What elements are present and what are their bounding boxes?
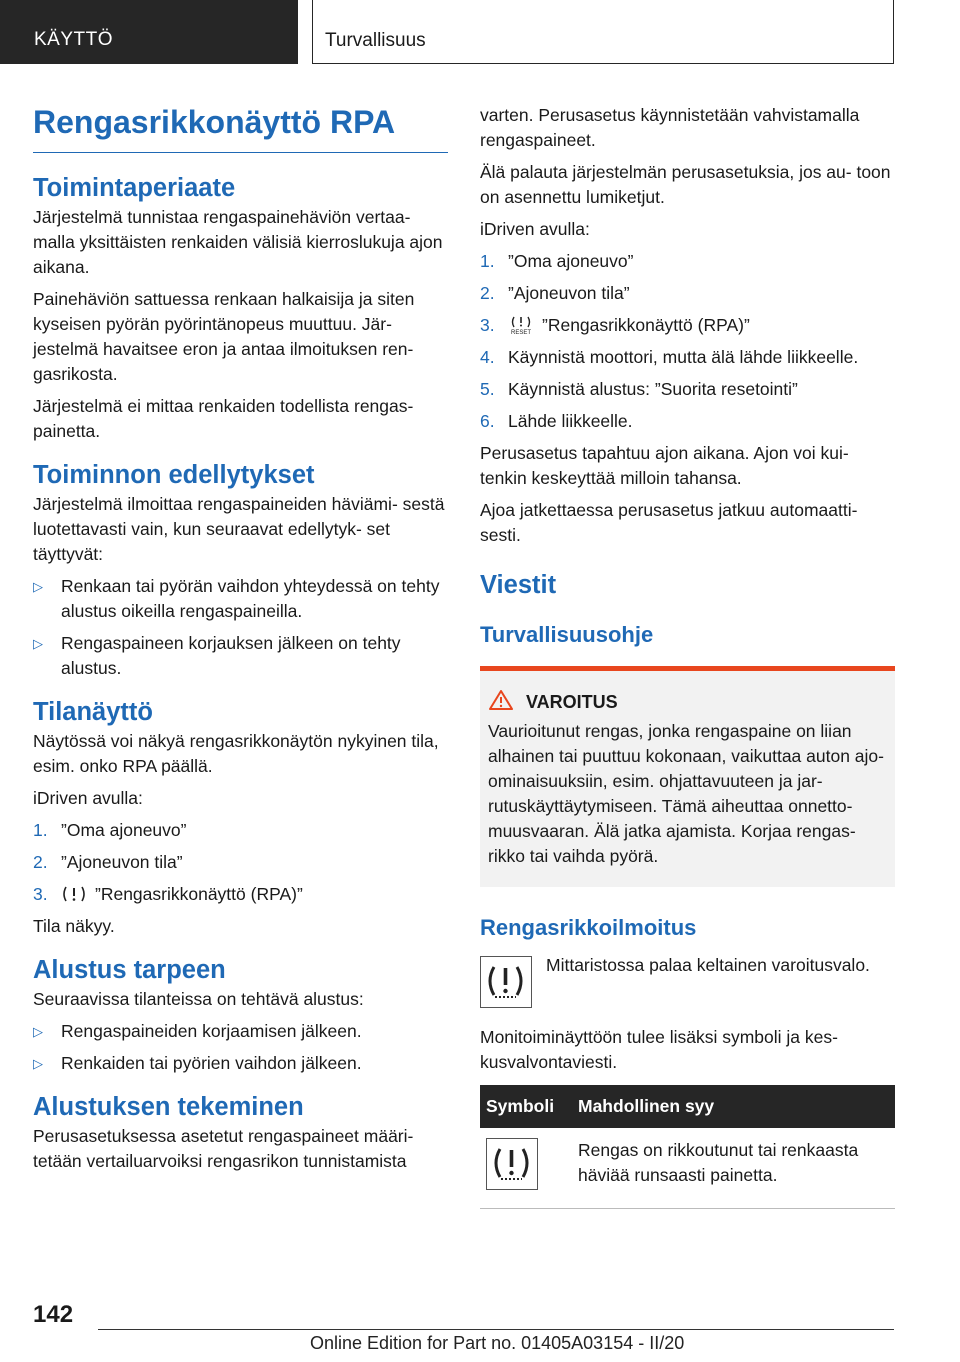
list-item: 3. ”Rengasrikkonäyttö (RPA)” [33,884,303,904]
list-item: 5. Käynnistä alustus: ”Suorita resetointi” [480,379,798,399]
header-section: KÄYTTÖ [34,29,114,50]
paragraph: Perusasetus tapahtuu ajon aikana. Ajon voi kui- tenkin keskeyttää milloin tahansa. [480,443,849,488]
notice-row [480,953,895,1013]
column-header-syy: Mahdollinen syy [572,1085,895,1128]
heading-alustus-tarpeen: Alustus tarpeen [33,956,226,984]
column-header-symboli: Symboli [480,1085,572,1128]
paragraph: Älä palauta järjestelmän perusasetuksia, jos au- toon on asennettu lumiketjut. [480,162,891,207]
svg-text:RESET: RESET [510,330,532,335]
paragraph: Painehäviön sattuessa renkaan halkaisija ja siten kyseisen pyörän pyörintänopeus muuttuu. Jär- jestelmä havaitsee eron ja antaa ilmoituksen ren- gasrikosta. [33,289,415,384]
warning-triangle-icon [488,689,514,711]
heading-alustuksen-tekeminen: Alustuksen tekeminen [33,1093,304,1121]
list-item: 3. RESET ”Rengasrikkonäyttö (RPA)” [480,315,750,335]
paragraph: Tila näkyy. [33,916,115,936]
left-column [33,100,448,1181]
paragraph: varten. Perusasetus käynnistetään vahvistamalla rengaspaineet. [480,105,860,150]
list-item: ▷ Renkaiden tai pyörien vaihdon jälkeen. [33,1051,448,1076]
list-item: ▷ Rengaspaineen korjauksen jälkeen on tehty alustus. [33,633,401,678]
warning-box [480,666,895,887]
list-item: 6. Lähde liikkeelle. [480,411,633,431]
heading-edellytykset: Toiminnon edellytykset [33,461,315,489]
heading-turvallisuusohje: Turvallisuusohje [480,622,654,647]
bullet-list [33,574,448,681]
triangle-bullet-icon: ▷ [33,579,43,594]
list-item: 2. ”Ajoneuvon tila” [33,852,183,872]
paragraph: iDriven avulla: [480,219,590,239]
tire-warning-symbol-icon [486,1138,538,1190]
header-chapter-tab [312,0,894,64]
warning-text: Vaurioitunut rengas, jonka rengaspaine on liian alhainen tai puuttuu kokonaan, vaikuttaa auton ajo-ominaisuuksiin, esim. ohjattavuuteen ja jar- rutuskäyttäytymiseen. Tämä aiheuttaa onnetto- muusvaaran. Älä jatka ajamista. Korjaa rengas- rikko tai vaihda pyörä. [488,721,884,866]
heading-rengasrikkoilmoitus: Rengasrikkoilmoitus [480,915,697,940]
list-item: 1. ”Oma ajoneuvo” [480,251,634,271]
heading-tilanaytto: Tilanäyttö [33,698,153,726]
heading-toimintaperiaate: Toimintaperiaate [33,174,236,202]
footer-edition: Online Edition for Part no. 01405A03154 - II/20 [310,1333,685,1353]
triangle-bullet-icon: ▷ [33,636,43,651]
footer-rule [98,1329,894,1330]
triangle-bullet-icon: ▷ [33,1024,43,1039]
list-item: 1. ”Oma ajoneuvo” [33,820,187,840]
tire-reset-icon [508,315,534,335]
right-column [480,103,895,1209]
tire-warning-icon [61,884,87,904]
bullet-list [33,1019,448,1076]
paragraph: Perusasetuksessa asetetut rengaspaineet määri- tetään vertailuarvoiksi rengasrikon tunnistamista [33,1126,414,1171]
table-cell-symbol [480,1128,572,1209]
step-list [33,818,448,907]
page-number: 142 [33,1301,74,1328]
paragraph: Järjestelmä ei mittaa renkaiden todellista rengas- painetta. [33,396,414,441]
step-list [480,249,895,434]
paragraph: Järjestelmä tunnistaa rengaspainehäviön vertaa- malla yksittäisten renkaiden välisiä kierroslukuja ajon aikana. [33,207,443,277]
heading-viestit: Viestit [480,571,557,599]
paragraph: iDriven avulla: [33,788,143,808]
symbol-table [480,1085,895,1209]
paragraph: Monitoiminäyttöön tulee lisäksi symboli ja kes- kusvalvontaviesti. [480,1027,838,1072]
paragraph: Seuraavissa tilanteissa on tehtävä alustus: [33,989,364,1009]
paragraph: Ajoa jatkettaessa perusasetus jatkuu automaatti- sesti. [480,500,858,545]
header-chapter: Turvallisuus [325,30,426,51]
paragraph: Näytössä voi näkyä rengasrikkonäytön nykyinen tila, esim. onko RPA päällä. [33,731,439,776]
table-header-row [480,1085,895,1128]
table-row [480,1128,895,1209]
table-cell-reason: Rengas on rikkoutunut tai renkaasta häviää runsaasti painetta. [572,1128,895,1209]
title-rule [33,152,448,153]
list-item: ▷ Rengaspaineiden korjaamisen jälkeen. [33,1019,448,1044]
list-item: 2. ”Ajoneuvon tila” [480,283,630,303]
notice-text: Mittaristossa palaa keltainen varoitusvalo. [546,955,870,975]
list-item: ▷ Renkaan tai pyörän vaihdon yhteydessä on tehty alustus oikeilla rengaspaineilla. [33,576,440,621]
header-section-tab [0,0,298,64]
tire-warning-symbol-icon [480,956,532,1008]
list-item: 4. Käynnistä moottori, mutta älä lähde liikkeelle. [480,347,859,367]
triangle-bullet-icon: ▷ [33,1056,43,1071]
warning-title: VAROITUS [488,689,887,715]
page-title: Rengasrikkonäyttö RPA [33,104,396,140]
paragraph: Järjestelmä ilmoittaa rengaspaineiden häviämi- sestä luotettavasti vain, kun seuraavat edellytyk- set täyttyvät: [33,494,445,564]
